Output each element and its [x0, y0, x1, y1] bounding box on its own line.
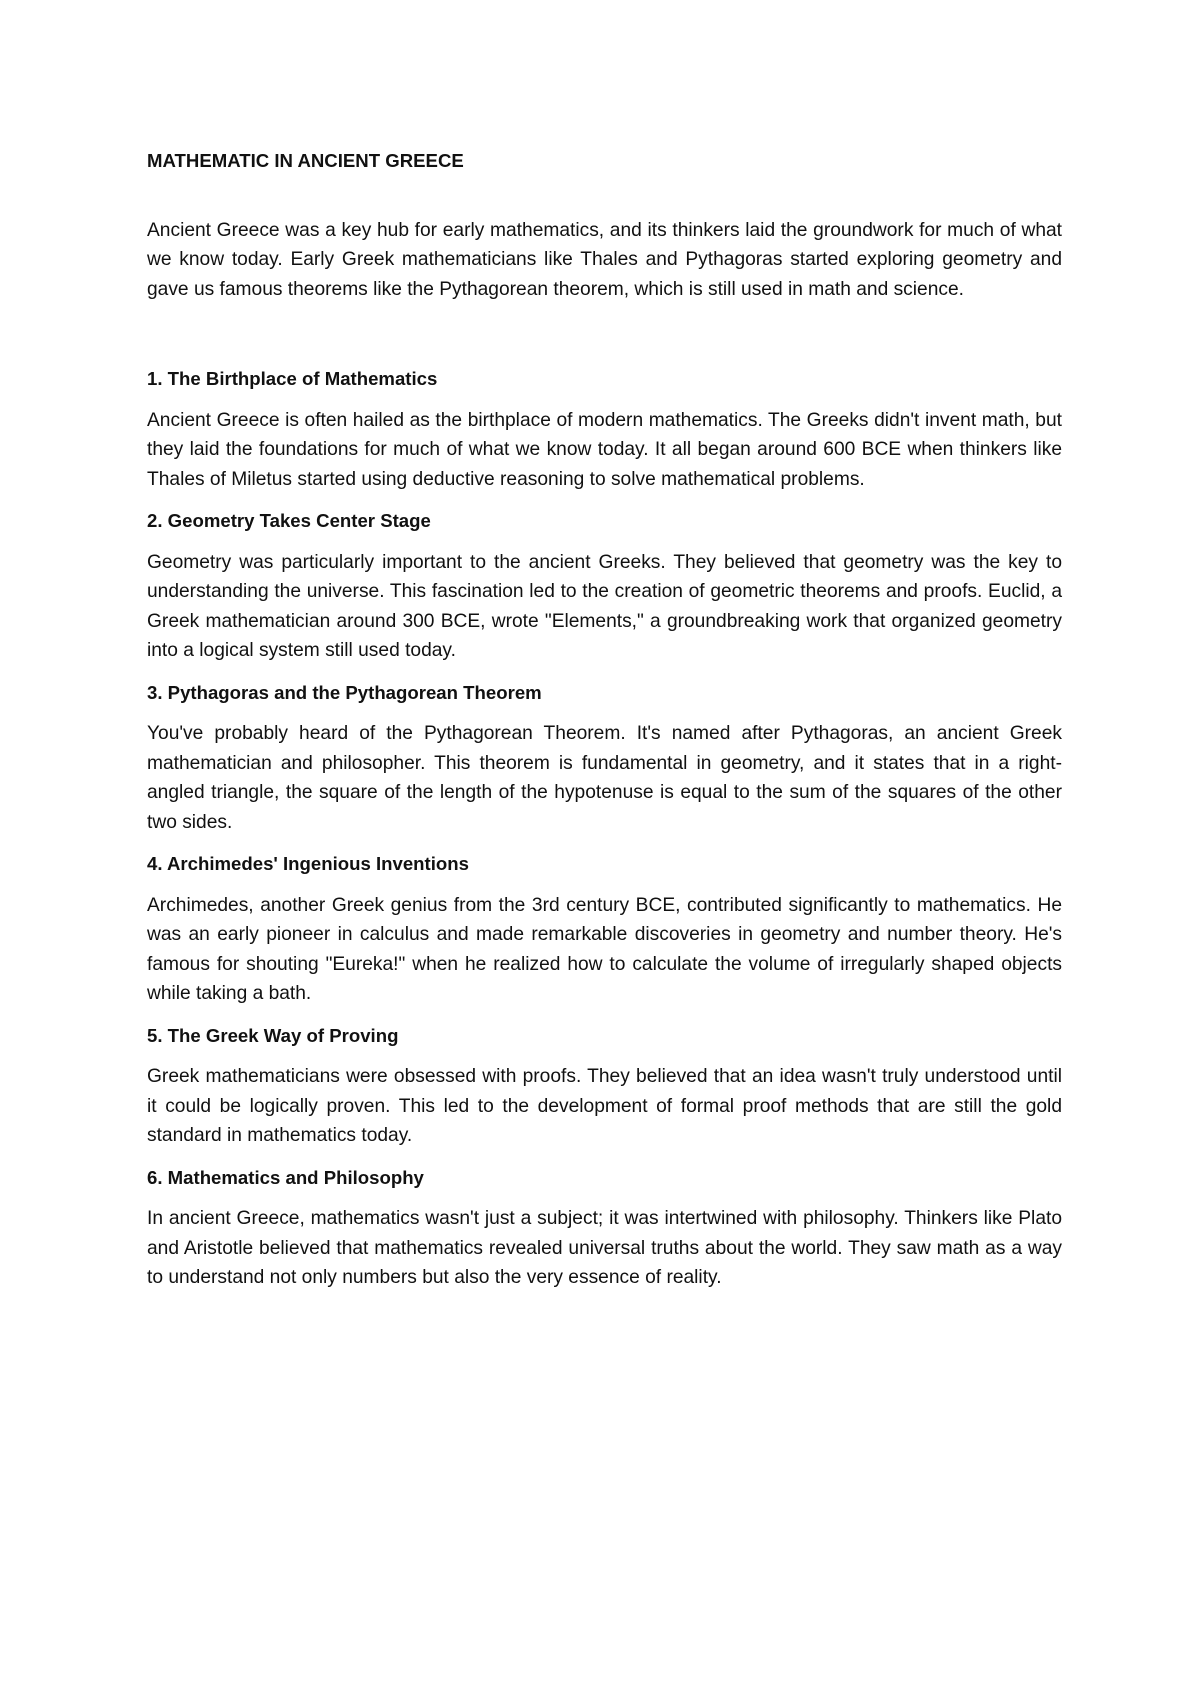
- section-heading: 6. Mathematics and Philosophy: [147, 1166, 424, 1188]
- section-heading: 1. The Birthplace of Mathematics: [147, 368, 438, 389]
- document-title: MATHEMATIC IN ANCIENT GREECE: [147, 150, 464, 171]
- section-body: Ancient Greece is often hailed as the birthplace of modern mathematics. The Greeks didn't invent math, but they laid the foundations for much of what we know today. It all began around 600 BCE when thinkers like Thales of Miletus started using deductive reasoning to solve mathematical problems.: [147, 409, 1062, 490]
- document-page: [147, 146, 1062, 1305]
- section-heading: 4. Archimedes' Ingenious Inventions: [147, 853, 469, 874]
- section-heading: 5. The Greek Way of Proving: [147, 1024, 399, 1046]
- section-body: In ancient Greece, mathematics wasn't just a subject; it was intertwined with philosophy. Thinkers like Plato and Aristotle believed that mathematics revealed universal truths about the world. They saw math as a way to understand not only numbers but also the very essence of reality.: [147, 1208, 1062, 1288]
- section-heading: 3. Pythagoras and the Pythagorean Theorem: [147, 681, 542, 703]
- section-heading: 2. Geometry Takes Center Stage: [147, 510, 431, 531]
- section-body: Archimedes, another Greek genius from the 3rd century BCE, contributed significantly to mathematics. He was an early pioneer in calculus and made remarkable discoveries in geometry and number theory. He's famous for shouting "Eureka!" when he realized how to calculate the volume of irregularly shaped objects while taking a bath.: [147, 894, 1062, 1004]
- section-geometry: [147, 506, 1062, 666]
- section-philosophy: [147, 1163, 1062, 1293]
- section-pythagoras: [147, 678, 1062, 838]
- section-body: You've probably heard of the Pythagorean Theorem. It's named after Pythagoras, an ancient Greek mathematician and philosopher. This theorem is fundamental in geometry, and it states that in a right-angled triangle, the square of the length of the hypotenuse is equal to the sum of the squares of the other two sides.: [147, 723, 1062, 833]
- section-archimedes: [147, 849, 1062, 1009]
- section-proving: [147, 1021, 1062, 1151]
- section-body: Greek mathematicians were obsessed with proofs. They believed that an idea wasn't truly understood until it could be logically proven. This led to the development of formal proof methods that are still the gold standard in mathematics today.: [147, 1066, 1062, 1146]
- section-body: Geometry was particularly important to the ancient Greeks. They believed that geometry was the key to understanding the universe. This fascination led to the creation of geometric theorems and proofs. Euclid, a Greek mathematician around 300 BCE, wrote "Elements," a groundbreaking work that organized geometry into a logical system still used today.: [147, 551, 1062, 661]
- intro-paragraph: Ancient Greece was a key hub for early mathematics, and its thinkers laid the groundwork for much of what we know today. Early Greek mathematicians like Thales and Pythagoras started exploring geometry and gave us famous theorems like the Pythagorean theorem, which is still used in math and science.: [147, 219, 1062, 300]
- section-birthplace: [147, 364, 1062, 494]
